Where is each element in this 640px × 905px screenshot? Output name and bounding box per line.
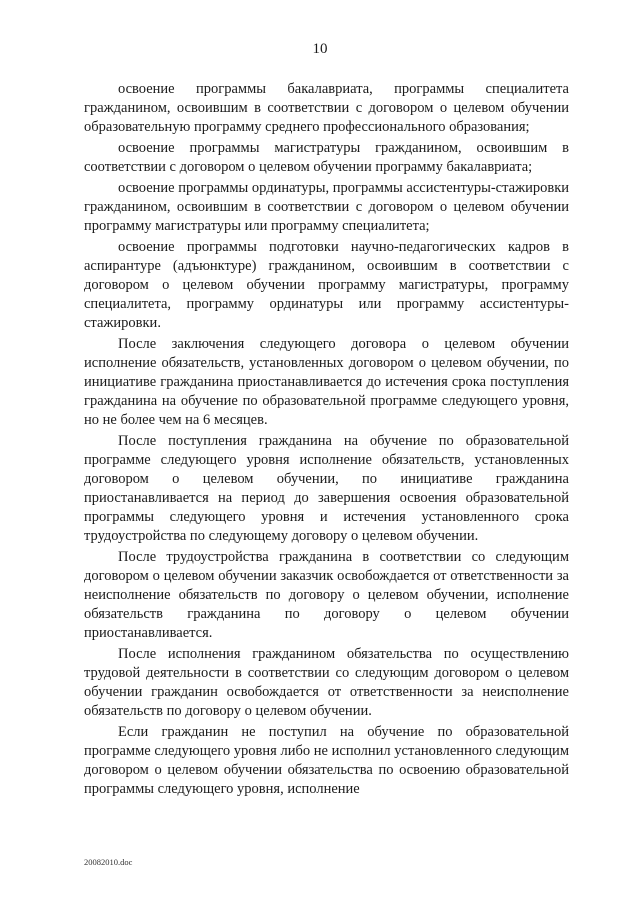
- page-number: 10: [312, 41, 328, 57]
- paragraph-not-admitted: Если гражданин не поступил на обучение по образовательной программе следующего уровня либо не исполнил установленного следующим договором о целевом обучении обязательства по освоению образовательной программы следующего уровня, исполнение: [84, 724, 569, 797]
- paragraph-after-employment: После трудоустройства гражданина в соответствии со следующим договором о целевом обучении заказчик освобождается от ответственности за неисполнение обязательств по договору о целевом обучении, исполнение обязательств гражданина по договору о целевом обучении приостанавливается.: [84, 549, 569, 641]
- paragraph-bachelor: освоение программы бакалавриата, программы специалитета гражданином, освоившим в соответствии с договором о целевом обучении образовательную программу среднего профессионального образования;: [84, 81, 569, 135]
- paragraph-after-contract: После заключения следующего договора о целевом обучении исполнение обязательств, установленных договором о целевом обучении, по инициативе гражданина приостанавливается до истечения срока поступления гражданина на обучение по образовательной программе следующего уровня, но не более чем на 6 месяцев.: [84, 336, 569, 428]
- paragraph-postgraduate: освоение программы подготовки научно-педагогических кадров в аспирантуре (адъюнктуре) гражданином, освоившим в соответствии с договором о целевом обучении программу магистратуры, программу специалитета, программу ординатуры или программу ассистентуры-стажировки.: [84, 239, 569, 331]
- paragraph-after-fulfilment: После исполнения гражданином обязательства по осуществлению трудовой деятельности в соответствии со следующим договором о целевом обучении гражданин освобождается от ответственности за неисполнение обязательств по договору о целевом обучении.: [84, 646, 569, 719]
- file-name-footer: 20082010.doc: [84, 857, 133, 867]
- paragraph-after-admission: После поступления гражданина на обучение по образовательной программе следующего уровня исполнение обязательств, установленных договором о целевом обучении, по инициативе гражданина приостанавливается на период до завершения освоения образовательной программы следующего уровня и истечения установленного срока трудоустройства по следующему договору о целевом обучении.: [84, 433, 569, 544]
- paragraph-residency: освоение программы ординатуры, программы ассистентуры-стажировки гражданином, освоившим в соответствии с договором о целевом обучении программу магистратуры или программу специалитета;: [84, 180, 569, 234]
- paragraph-master: освоение программы магистратуры гражданином, освоившим в соответствии с договором о целевом обучении программу бакалавриата;: [84, 140, 569, 175]
- document-body: [84, 80, 569, 799]
